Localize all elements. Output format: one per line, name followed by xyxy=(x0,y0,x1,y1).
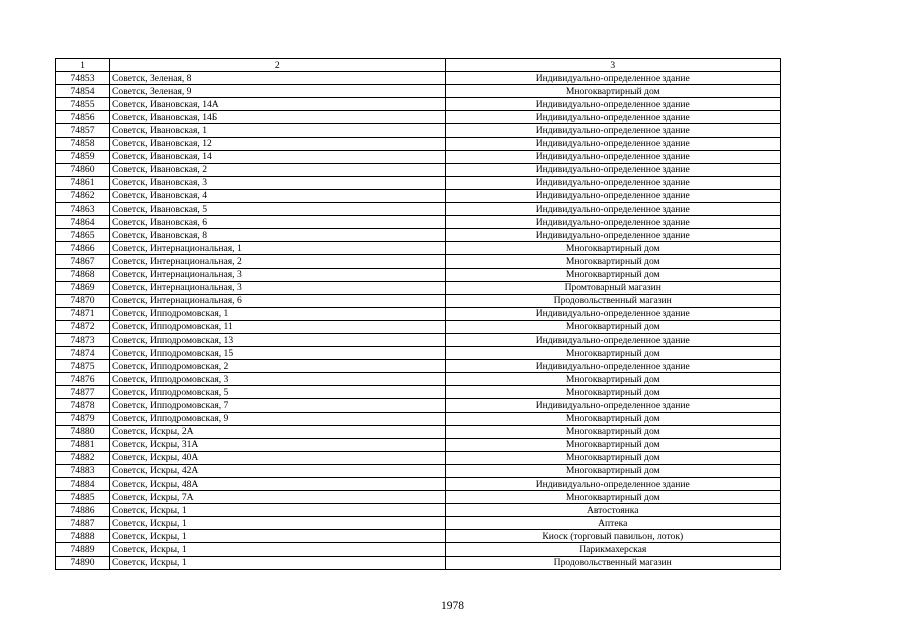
row-number-cell: 74885 xyxy=(56,491,110,504)
address-cell: Советск, Ивановская, 14 xyxy=(110,150,446,163)
table-row xyxy=(56,464,781,477)
row-number-cell: 74884 xyxy=(56,478,110,491)
object-type-cell: Индивидуально-определенное здание xyxy=(445,203,781,216)
address-cell: Советск, Ипподромовская, 9 xyxy=(110,412,446,425)
address-cell: Советск, Ипподромовская, 3 xyxy=(110,373,446,386)
table-row xyxy=(56,491,781,504)
table-row xyxy=(56,360,781,373)
table-row xyxy=(56,229,781,242)
address-cell: Советск, Ипподромовская, 13 xyxy=(110,333,446,346)
object-type-cell: Индивидуально-определенное здание xyxy=(445,176,781,189)
object-type-cell: Индивидуально-определенное здание xyxy=(445,111,781,124)
row-number-cell: 74861 xyxy=(56,176,110,189)
table-row xyxy=(56,242,781,255)
table-row xyxy=(56,451,781,464)
row-number-cell: 74867 xyxy=(56,255,110,268)
object-type-cell: Многоквартирный дом xyxy=(445,255,781,268)
table-header-row xyxy=(56,59,781,72)
object-type-cell: Многоквартирный дом xyxy=(445,386,781,399)
address-cell: Советск, Ипподромовская, 2 xyxy=(110,360,446,373)
object-type-cell: Многоквартирный дом xyxy=(445,242,781,255)
table-row xyxy=(56,98,781,111)
address-cell: Советск, Интернациональная, 3 xyxy=(110,268,446,281)
table-row xyxy=(56,85,781,98)
table-row xyxy=(56,307,781,320)
table-row xyxy=(56,320,781,333)
row-number-cell: 74874 xyxy=(56,347,110,360)
object-type-cell: Индивидуально-определенное здание xyxy=(445,72,781,85)
row-number-cell: 74878 xyxy=(56,399,110,412)
address-cell: Советск, Ипподромовская, 7 xyxy=(110,399,446,412)
table-row xyxy=(56,386,781,399)
row-number-cell: 74857 xyxy=(56,124,110,137)
address-cell: Советск, Ивановская, 6 xyxy=(110,216,446,229)
object-type-cell: Многоквартирный дом xyxy=(445,491,781,504)
address-cell: Советск, Ивановская, 4 xyxy=(110,189,446,202)
address-cell: Советск, Искры, 48А xyxy=(110,478,446,491)
object-type-cell: Аптека xyxy=(445,517,781,530)
object-type-cell: Индивидуально-определенное здание xyxy=(445,399,781,412)
object-type-cell: Индивидуально-определенное здание xyxy=(445,137,781,150)
address-cell: Советск, Ипподромовская, 1 xyxy=(110,307,446,320)
table-row xyxy=(56,556,781,569)
address-cell: Советск, Интернациональная, 2 xyxy=(110,255,446,268)
address-cell: Советск, Искры, 7А xyxy=(110,491,446,504)
object-type-cell: Индивидуально-определенное здание xyxy=(445,216,781,229)
table-row xyxy=(56,124,781,137)
address-cell: Советск, Зеленая, 8 xyxy=(110,72,446,85)
object-type-cell: Индивидуально-определенное здание xyxy=(445,124,781,137)
address-cell: Советск, Ивановская, 12 xyxy=(110,137,446,150)
table-row xyxy=(56,425,781,438)
table-row xyxy=(56,189,781,202)
row-number-cell: 74882 xyxy=(56,451,110,464)
object-type-cell: Индивидуально-определенное здание xyxy=(445,478,781,491)
object-type-cell: Промтоварный магазин xyxy=(445,281,781,294)
row-number-cell: 74887 xyxy=(56,517,110,530)
table-body xyxy=(56,72,781,570)
table-row xyxy=(56,373,781,386)
object-type-cell: Многоквартирный дом xyxy=(445,320,781,333)
row-number-cell: 74859 xyxy=(56,150,110,163)
table-row xyxy=(56,333,781,346)
address-cell: Советск, Ивановская, 14Б xyxy=(110,111,446,124)
object-type-cell: Многоквартирный дом xyxy=(445,451,781,464)
address-cell: Советск, Искры, 1 xyxy=(110,556,446,569)
row-number-cell: 74880 xyxy=(56,425,110,438)
object-type-cell: Индивидуально-определенное здание xyxy=(445,229,781,242)
table-row xyxy=(56,412,781,425)
object-type-cell: Многоквартирный дом xyxy=(445,425,781,438)
object-type-cell: Индивидуально-определенное здание xyxy=(445,189,781,202)
table-row xyxy=(56,268,781,281)
table-row xyxy=(56,281,781,294)
table-row xyxy=(56,347,781,360)
address-cell: Советск, Искры, 40А xyxy=(110,451,446,464)
table-row xyxy=(56,478,781,491)
row-number-cell: 74886 xyxy=(56,504,110,517)
object-type-cell: Многоквартирный дом xyxy=(445,412,781,425)
table-row xyxy=(56,216,781,229)
object-type-cell: Киоск (торговый павильон, лоток) xyxy=(445,530,781,543)
row-number-cell: 74890 xyxy=(56,556,110,569)
address-cell: Советск, Интернациональная, 3 xyxy=(110,281,446,294)
object-type-cell: Продовольственный магазин xyxy=(445,556,781,569)
row-number-cell: 74854 xyxy=(56,85,110,98)
object-type-cell: Многоквартирный дом xyxy=(445,85,781,98)
row-number-cell: 74875 xyxy=(56,360,110,373)
address-cell: Советск, Ивановская, 2 xyxy=(110,163,446,176)
address-cell: Советск, Искры, 31А xyxy=(110,438,446,451)
address-cell: Советск, Искры, 2А xyxy=(110,425,446,438)
table-row xyxy=(56,176,781,189)
row-number-cell: 74866 xyxy=(56,242,110,255)
row-number-cell: 74879 xyxy=(56,412,110,425)
object-type-cell: Автостоянка xyxy=(445,504,781,517)
address-cell: Советск, Ипподромовская, 5 xyxy=(110,386,446,399)
row-number-cell: 74870 xyxy=(56,294,110,307)
object-type-cell: Индивидуально-определенное здание xyxy=(445,360,781,373)
object-type-cell: Индивидуально-определенное здание xyxy=(445,98,781,111)
object-type-cell: Многоквартирный дом xyxy=(445,464,781,477)
row-number-cell: 74868 xyxy=(56,268,110,281)
row-number-cell: 74876 xyxy=(56,373,110,386)
row-number-cell: 74864 xyxy=(56,216,110,229)
header-cell-3: 3 xyxy=(445,59,781,72)
row-number-cell: 74872 xyxy=(56,320,110,333)
table-row xyxy=(56,438,781,451)
row-number-cell: 74865 xyxy=(56,229,110,242)
row-number-cell: 74883 xyxy=(56,464,110,477)
table-row xyxy=(56,163,781,176)
row-number-cell: 74869 xyxy=(56,281,110,294)
object-type-cell: Индивидуально-определенное здание xyxy=(445,150,781,163)
object-type-cell: Многоквартирный дом xyxy=(445,438,781,451)
row-number-cell: 74871 xyxy=(56,307,110,320)
object-type-cell: Продовольственный магазин xyxy=(445,294,781,307)
object-type-cell: Индивидуально-определенное здание xyxy=(445,333,781,346)
address-cell: Советск, Искры, 1 xyxy=(110,517,446,530)
table-row xyxy=(56,111,781,124)
object-type-cell: Многоквартирный дом xyxy=(445,373,781,386)
table-row xyxy=(56,203,781,216)
address-cell: Советск, Ивановская, 1 xyxy=(110,124,446,137)
table-row xyxy=(56,530,781,543)
address-cell: Советск, Ивановская, 8 xyxy=(110,229,446,242)
address-cell: Советск, Ипподромовская, 15 xyxy=(110,347,446,360)
row-number-cell: 74863 xyxy=(56,203,110,216)
object-type-cell: Индивидуально-определенное здание xyxy=(445,163,781,176)
table-row xyxy=(56,504,781,517)
table-row xyxy=(56,72,781,85)
row-number-cell: 74877 xyxy=(56,386,110,399)
address-cell: Советск, Зеленая, 9 xyxy=(110,85,446,98)
table-row xyxy=(56,255,781,268)
row-number-cell: 74862 xyxy=(56,189,110,202)
address-cell: Советск, Ивановская, 14А xyxy=(110,98,446,111)
address-cell: Советск, Интернациональная, 1 xyxy=(110,242,446,255)
page-number: 1978 xyxy=(441,600,464,612)
object-type-cell: Многоквартирный дом xyxy=(445,347,781,360)
address-cell: Советск, Интернациональная, 6 xyxy=(110,294,446,307)
table-row xyxy=(56,137,781,150)
table-row xyxy=(56,517,781,530)
row-number-cell: 74881 xyxy=(56,438,110,451)
row-number-cell: 74873 xyxy=(56,333,110,346)
address-cell: Советск, Искры, 1 xyxy=(110,530,446,543)
address-cell: Советск, Ивановская, 5 xyxy=(110,203,446,216)
table-row xyxy=(56,294,781,307)
object-type-cell: Индивидуально-определенное здание xyxy=(445,307,781,320)
row-number-cell: 74860 xyxy=(56,163,110,176)
register-table xyxy=(55,58,781,570)
row-number-cell: 74855 xyxy=(56,98,110,111)
header-cell-1: 1 xyxy=(56,59,110,72)
address-cell: Советск, Искры, 1 xyxy=(110,543,446,556)
row-number-cell: 74853 xyxy=(56,72,110,85)
header-cell-2: 2 xyxy=(110,59,446,72)
row-number-cell: 74856 xyxy=(56,111,110,124)
object-type-cell: Парикмахерская xyxy=(445,543,781,556)
row-number-cell: 74889 xyxy=(56,543,110,556)
row-number-cell: 74888 xyxy=(56,530,110,543)
object-type-cell: Многоквартирный дом xyxy=(445,268,781,281)
address-cell: Советск, Искры, 42А xyxy=(110,464,446,477)
table-row xyxy=(56,150,781,163)
table-row xyxy=(56,543,781,556)
address-cell: Советск, Ипподромовская, 11 xyxy=(110,320,446,333)
table-row xyxy=(56,399,781,412)
address-cell: Советск, Ивановская, 3 xyxy=(110,176,446,189)
address-cell: Советск, Искры, 1 xyxy=(110,504,446,517)
row-number-cell: 74858 xyxy=(56,137,110,150)
